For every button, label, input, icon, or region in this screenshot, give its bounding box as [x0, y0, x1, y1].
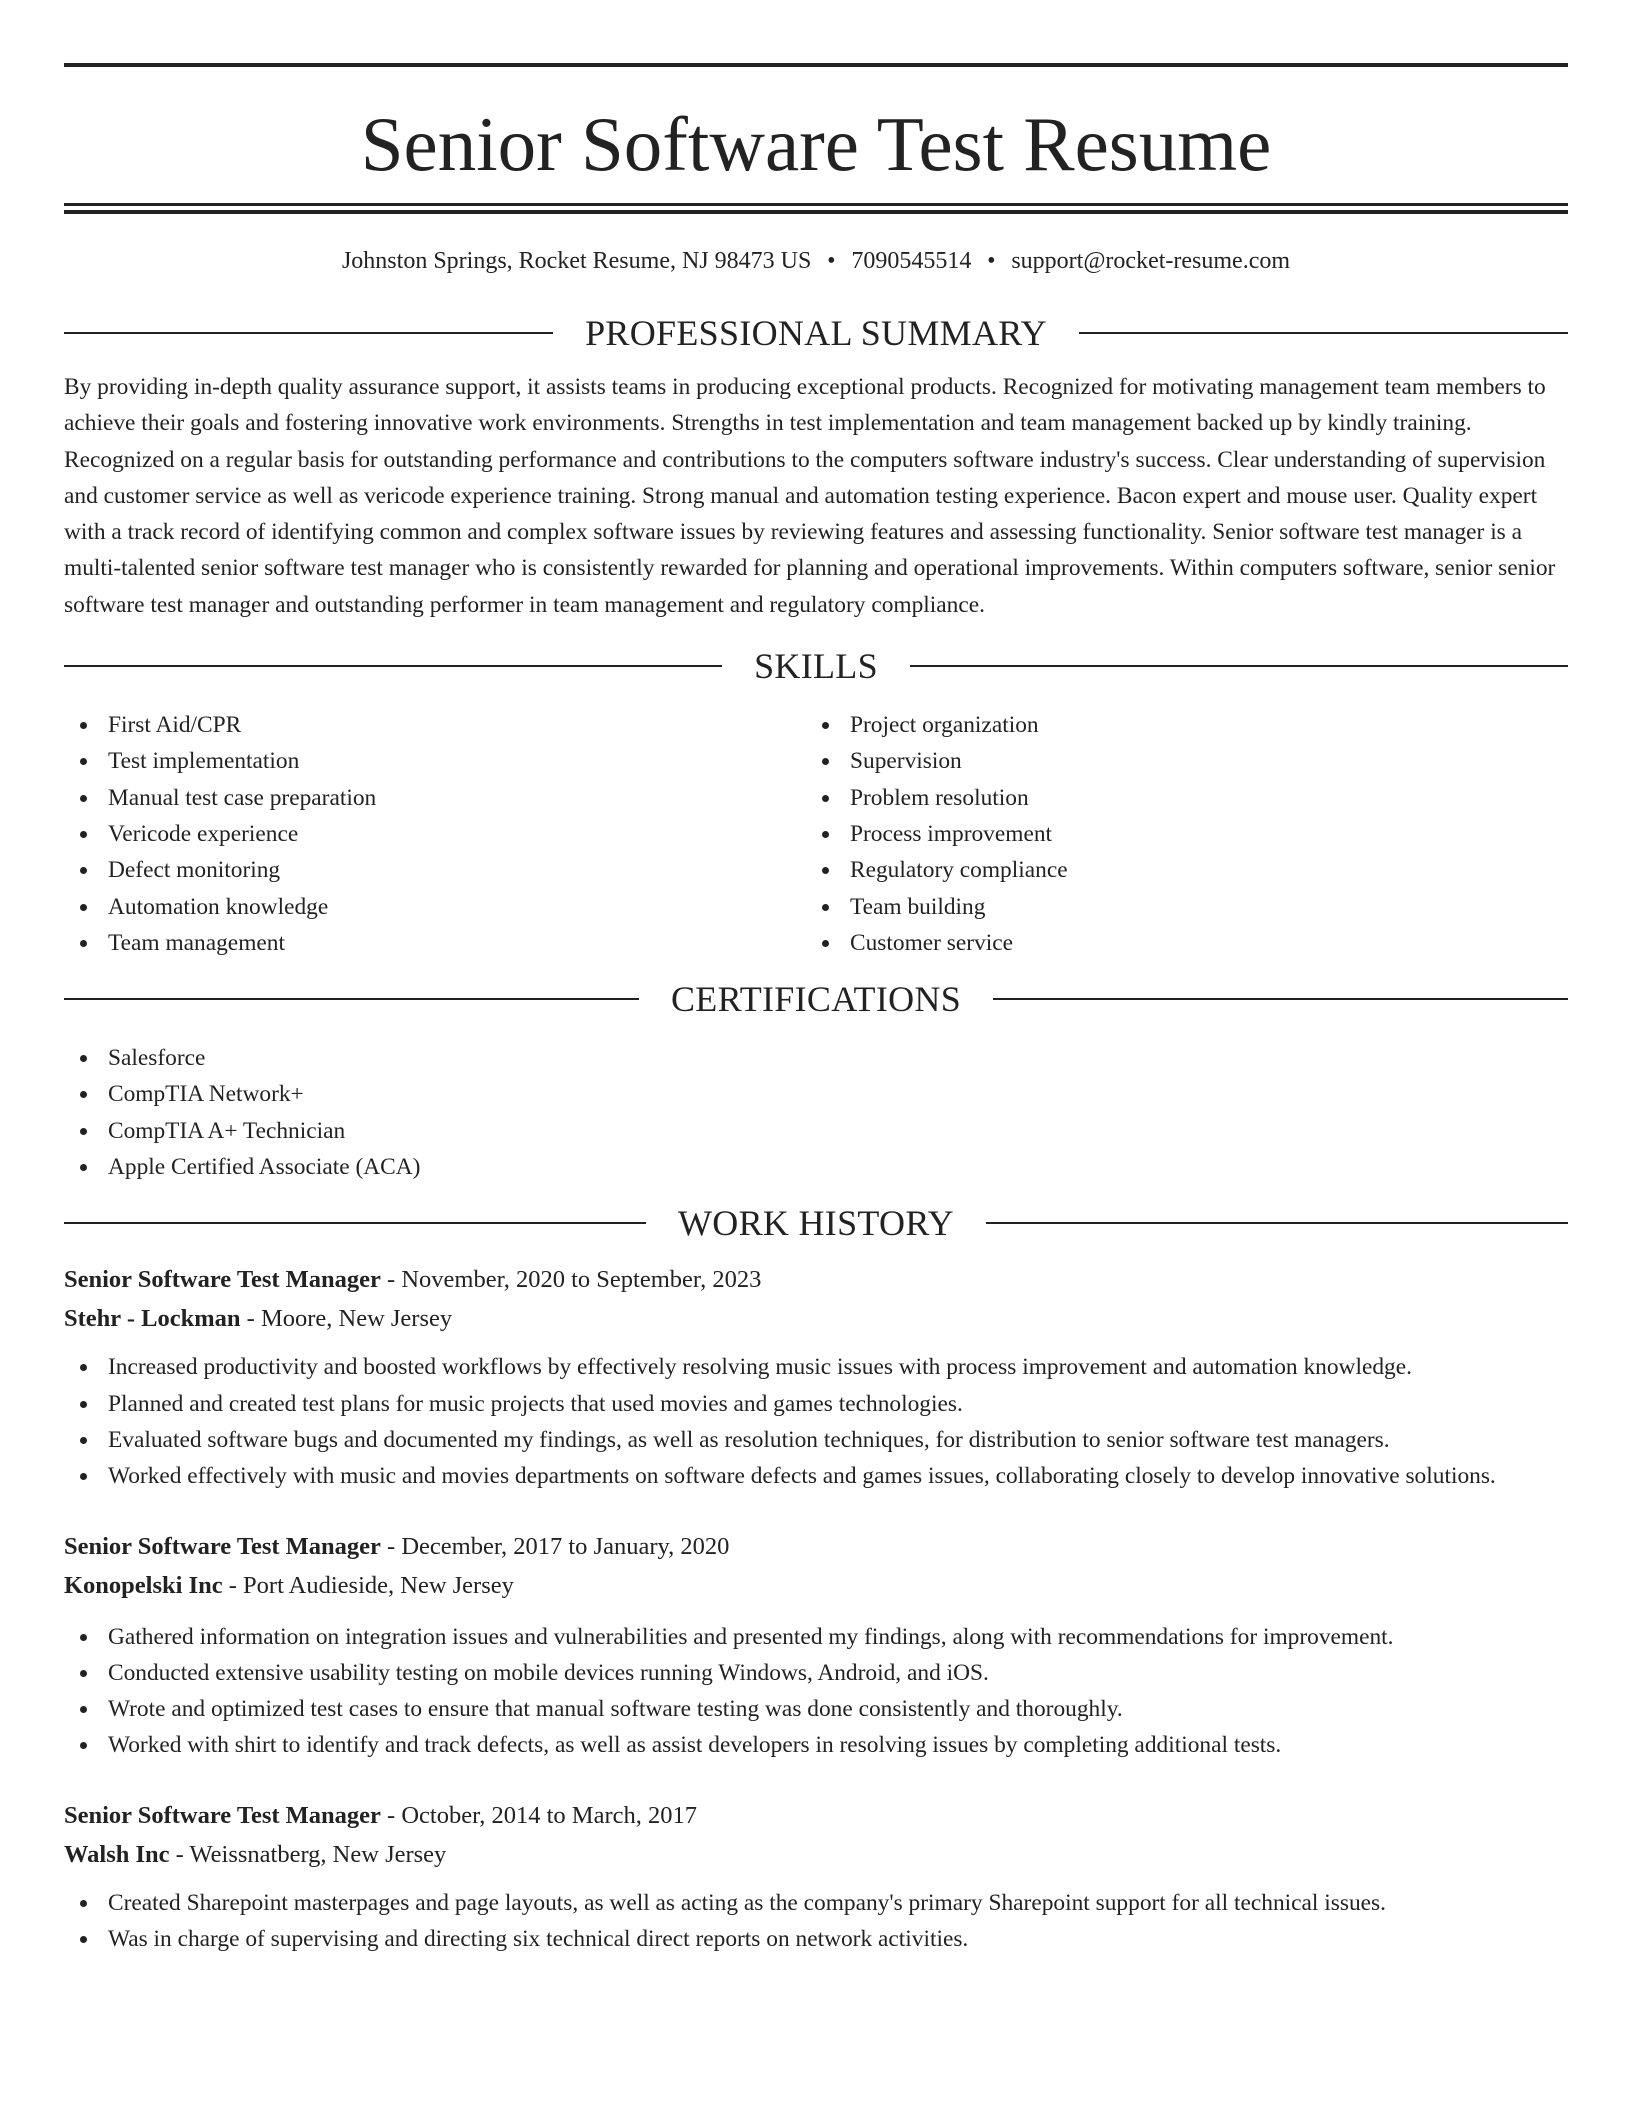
- certifications-list: [64, 1040, 1568, 1185]
- job-company-line: [64, 1566, 1568, 1605]
- heading-rule: [993, 998, 1568, 1000]
- job-location: Moore, New Jersey: [260, 1305, 453, 1333]
- skill-item: Team management: [64, 925, 806, 961]
- job-company-line: [64, 1299, 1568, 1338]
- certification-item: Salesforce: [64, 1040, 1568, 1076]
- header-top-rule: [64, 63, 1568, 67]
- skill-item: Defect monitoring: [64, 852, 806, 888]
- skill-item: Manual test case preparation: [64, 780, 806, 816]
- contact-separator: •: [987, 248, 996, 274]
- job-bullet: Wrote and optimized test cases to ensure that manual software testing was done consistently and thoroughly.: [64, 1691, 1568, 1727]
- skill-item: Process improvement: [806, 816, 1548, 852]
- heading-rule: [910, 665, 1568, 667]
- skill-item: Automation knowledge: [64, 889, 806, 925]
- heading-rule: [64, 1222, 646, 1224]
- contact-line: [64, 245, 1568, 277]
- job-bullet: Created Sharepoint masterpages and page layouts, as well as acting as the company's primary Sharepoint support for all technical issues.: [64, 1885, 1568, 1921]
- job-dash: -: [169, 1840, 190, 1868]
- resume-title: Senior Software Test Resume: [360, 101, 1272, 187]
- job-title: Senior Software Test Manager: [64, 1266, 381, 1294]
- certification-item: CompTIA Network+: [64, 1076, 1568, 1112]
- job-dash: -: [380, 1801, 402, 1829]
- summary-text: By providing in-depth quality assurance support, it assists teams in producing exceptional products. Recognized for motivating management team members to achieve their goals and fostering innovative work environments. Strengths in test implementation and team management backed up by kindly training. Recognized on a regular basis for outstanding performance and contributions to the computers software industry's success. Clear understanding of supervision and customer service as well as vericode experience training. Strong manual and automation testing experience. Bacon expert and mouse user. Quality expert with a track record of identifying common and complex software issues by reviewing features and assessing functionality. Senior software test manager is a multi-talented senior software test manager who is consistently rewarded for planning and operational improvements. Within computers software, senior senior software test manager and outstanding performer in team management and regulatory compliance.: [64, 374, 1556, 618]
- certifications-heading: CERTIFICATIONS: [670, 979, 962, 1020]
- skill-item: Customer service: [806, 925, 1548, 961]
- heading-rule: [986, 1222, 1568, 1224]
- job-bullet: Worked effectively with music and movies departments on software defects and games issues, collaborating closely to develop innovative solutions.: [64, 1458, 1568, 1494]
- job-bullet: Gathered information on integration issues and vulnerabilities and presented my findings, along with recommendations for improvement.: [64, 1619, 1568, 1655]
- job-bullets: [64, 1619, 1568, 1764]
- job-bullets: [64, 1885, 1568, 1958]
- skills-column-left: [64, 707, 806, 961]
- job-entry: [64, 1527, 1568, 1764]
- job-entry: [64, 1796, 1568, 1958]
- job-company-line: [64, 1835, 1568, 1874]
- heading-rule: [64, 998, 639, 1000]
- job-location: Port Audieside, New Jersey: [243, 1571, 514, 1599]
- skill-item: First Aid/CPR: [64, 707, 806, 743]
- job-bullet: Conducted extensive usability testing on mobile devices running Windows, Android, and iOS.: [64, 1655, 1568, 1691]
- work-section-heading: [64, 1203, 1568, 1243]
- skill-item: Vericode experience: [64, 816, 806, 852]
- job-dates: December, 2017 to January, 2020: [401, 1532, 730, 1560]
- header-double-rule: [64, 203, 1568, 214]
- skills-list: [64, 707, 1568, 961]
- contact-address: Johnston Springs, Rocket Resume, NJ 98473 US: [341, 248, 812, 274]
- certifications-section-heading: [64, 979, 1568, 1019]
- job-bullet: Was in charge of supervising and directing six technical direct reports on network activities.: [64, 1921, 1568, 1957]
- job-bullet: Evaluated software bugs and documented my findings, as well as resolution techniques, for distribution to senior software test managers.: [64, 1422, 1568, 1458]
- job-title: Senior Software Test Manager: [64, 1801, 381, 1829]
- heading-rule: [64, 332, 553, 334]
- job-title: Senior Software Test Manager: [64, 1532, 381, 1560]
- skills-heading: SKILLS: [754, 646, 878, 687]
- job-company: Stehr - Lockman: [64, 1305, 241, 1333]
- work-heading: WORK HISTORY: [678, 1203, 954, 1244]
- skill-item: Project organization: [806, 707, 1548, 743]
- job-location: Weissnatberg, New Jersey: [189, 1840, 447, 1868]
- certification-item: CompTIA A+ Technician: [64, 1113, 1568, 1149]
- resume-page: [64, 0, 1568, 1957]
- job-company: Walsh Inc: [64, 1840, 170, 1868]
- job-bullet: Planned and created test plans for music projects that used movies and games technologies.: [64, 1386, 1568, 1422]
- job-title-line: [64, 1527, 1568, 1566]
- summary-heading: PROFESSIONAL SUMMARY: [585, 313, 1047, 353]
- skill-item: Supervision: [806, 743, 1548, 779]
- job-title-line: [64, 1260, 1568, 1299]
- job-bullet: Worked with shirt to identify and track defects, as well as assist developers in resolving issues by completing additional tests.: [64, 1727, 1568, 1763]
- skill-item: Problem resolution: [806, 780, 1548, 816]
- skill-item: Team building: [806, 889, 1548, 925]
- job-entry: [64, 1260, 1568, 1494]
- job-dash: -: [240, 1305, 261, 1333]
- skills-section-heading: [64, 646, 1568, 686]
- contact-separator: •: [827, 248, 836, 274]
- contact-phone: 7090545514: [851, 248, 972, 274]
- job-dates: November, 2020 to September, 2023: [401, 1266, 762, 1294]
- job-dash: -: [380, 1532, 402, 1560]
- heading-rule: [64, 665, 722, 667]
- skill-item: Test implementation: [64, 743, 806, 779]
- job-bullet: Increased productivity and boosted workflows by effectively resolving music issues with process improvement and automation knowledge.: [64, 1349, 1568, 1385]
- certification-item: Apple Certified Associate (ACA): [64, 1149, 1568, 1185]
- contact-email: support@rocket-resume.com: [1011, 248, 1291, 274]
- job-title-line: [64, 1796, 1568, 1835]
- job-dash: -: [380, 1266, 402, 1294]
- job-bullets: [64, 1349, 1568, 1494]
- summary-section-heading: [64, 313, 1568, 353]
- heading-rule: [1079, 332, 1568, 334]
- job-dash: -: [222, 1571, 244, 1599]
- skill-item: Regulatory compliance: [806, 852, 1548, 888]
- job-dates: October, 2014 to March, 2017: [401, 1801, 698, 1829]
- skills-column-right: [806, 707, 1548, 961]
- job-company: Konopelski Inc: [64, 1571, 223, 1599]
